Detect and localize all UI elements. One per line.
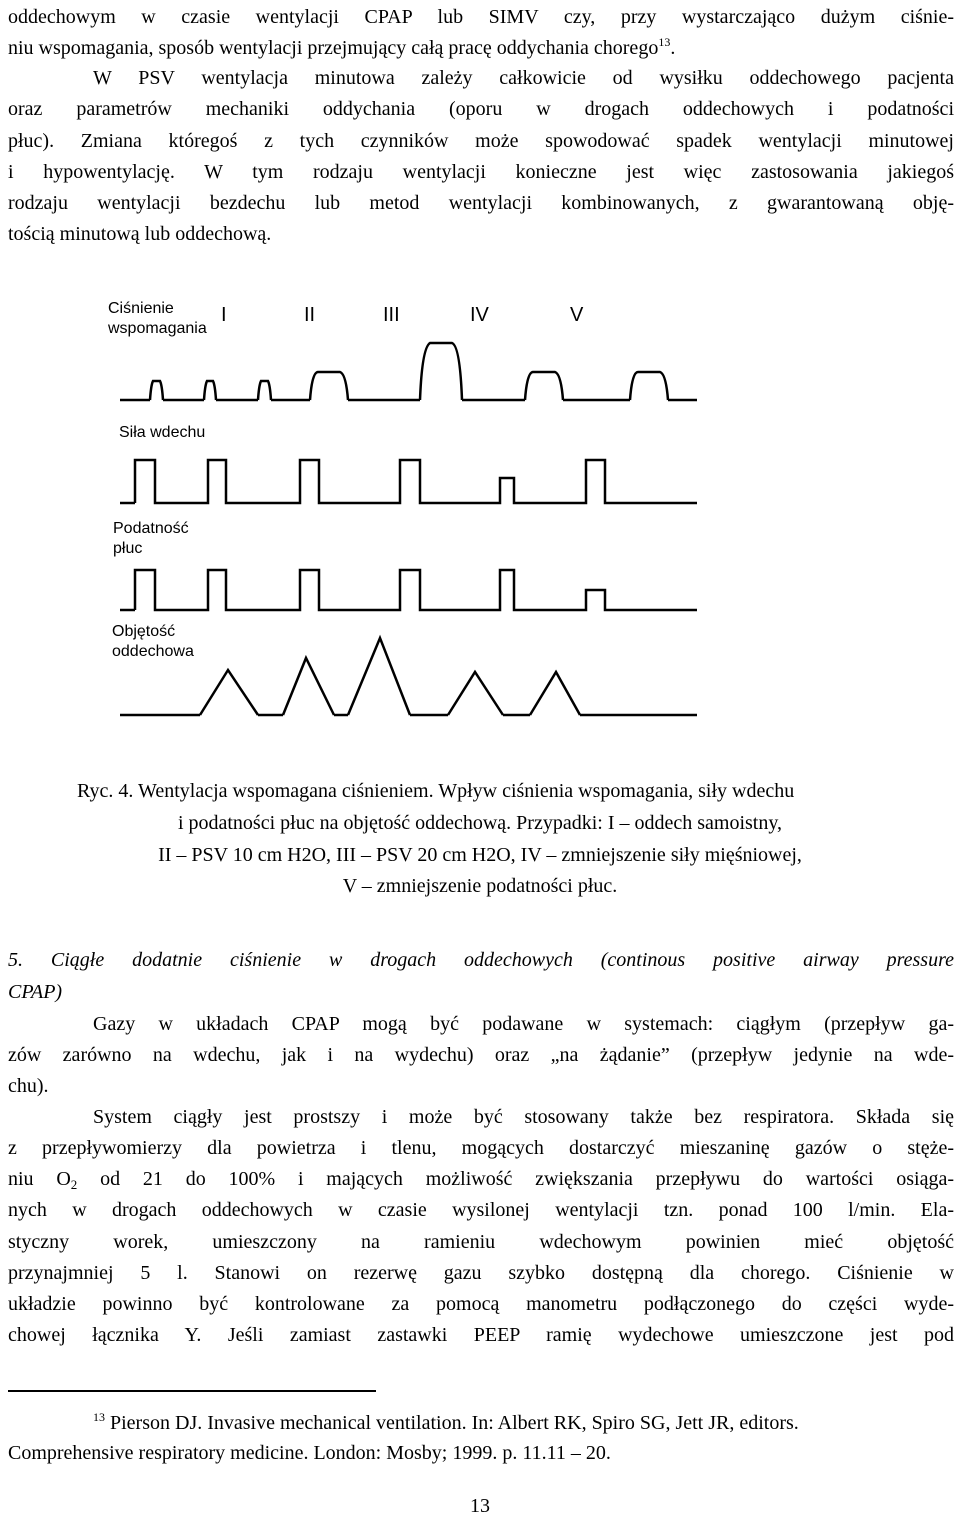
body-line-7: rodzaju wentylacji bezdechu lub metod wentylacji kombinowanych, z gwarantowaną obję- bbox=[8, 192, 954, 214]
body-b-line-4: System ciągły jest prostszy i może być stosowany także bez respiratora. Składa się bbox=[93, 1106, 954, 1128]
footnote-ref-trail: . bbox=[670, 37, 676, 59]
case-label-2: II bbox=[304, 304, 316, 326]
footnote-number: 13 bbox=[93, 1410, 105, 1424]
o2-post: od 21 do 100% i mających możliwość zwiększania przepływu do wartości osiąga- bbox=[77, 1168, 954, 1190]
body-line-1: oddechowym w czasie wentylacji CPAP lub SIMV czy, przy wystarczająco dużym ciśnie- bbox=[8, 6, 954, 28]
body-b-line-6 bbox=[8, 1166, 954, 1193]
body-line-5: płuc). Zmiana któregoś z tych czynników może spowodować spadek wentylacji minutowej bbox=[8, 130, 954, 152]
case-label-1: I bbox=[221, 304, 227, 326]
label-pressure-1: Ciśnienie bbox=[108, 300, 174, 317]
body-b-line-5: z przepływomierzy dla powietrza i tlenu, mogących dostarczyć mieszaninę gazów o stęże- bbox=[8, 1137, 954, 1159]
figure-caption-line-4: V – zmniejszenie podatności płuc. bbox=[342, 875, 618, 897]
case-label-4: IV bbox=[470, 304, 489, 326]
body-b-line-2: zów zarówno na wdechu, jak i na wydechu) oraz „na żądanie” (przepływ jedynie na wde- bbox=[8, 1044, 954, 1066]
body-b-line-7: nych w drogach oddechowych w czasie wysilonej wentylacji tzn. ponad 100 l/min. Ela- bbox=[8, 1199, 954, 1221]
effort-waveform bbox=[120, 460, 697, 503]
body-line-8: tością minutową lub oddechową. bbox=[8, 223, 272, 245]
o2-sub: 2 bbox=[70, 1177, 78, 1192]
body-line-3: W PSV wentylacja minutowa zależy całkowicie od wysiłku oddechowego pacjenta bbox=[93, 67, 954, 89]
body-b-line-3: chu). bbox=[8, 1075, 49, 1097]
footnote-line-1 bbox=[93, 1410, 955, 1437]
body-line-4: oraz parametrów mechaniki oddychania (oporu w drogach oddechowych i podatności bbox=[8, 98, 954, 120]
footnote-ref[interactable]: 13 bbox=[658, 35, 671, 49]
waveform-figure bbox=[0, 290, 960, 730]
label-pressure-2: wspomagania bbox=[108, 320, 207, 337]
page-number: 13 bbox=[470, 1495, 490, 1517]
footnote-text: Pierson DJ. Invasive mechanical ventilation. In: Albert RK, Spiro SG, Jett JR, editors. bbox=[105, 1412, 799, 1434]
section-heading-line-2: CPAP) bbox=[8, 981, 63, 1003]
label-volume-2: oddechowa bbox=[112, 643, 194, 660]
body-line-2 bbox=[8, 35, 954, 62]
compliance-waveform bbox=[120, 570, 697, 610]
label-volume-1: Objętość bbox=[112, 623, 176, 640]
section-heading-line-1: 5. Ciągłe dodatnie ciśnienie w drogach oddechowych (continous positive airway pressure bbox=[8, 949, 954, 971]
case-label-5: V bbox=[570, 304, 584, 326]
label-compliance-2: płuc bbox=[113, 540, 143, 557]
label-compliance-1: Podatność bbox=[113, 520, 189, 537]
label-effort: Siła wdechu bbox=[119, 424, 206, 441]
body-line-2-text: niu wspomagania, sposób wentylacji przejmujący całą pracę oddychania chorego bbox=[8, 37, 659, 59]
figure-caption-line-2: i podatności płuc na objętość oddechową. Przypadki: I – oddech samoistny, bbox=[177, 812, 783, 834]
body-b-line-10: układzie powinno być kontrolowane za pomocą manometru podłączonego do części wyde- bbox=[8, 1293, 954, 1315]
o2-pre: niu O bbox=[8, 1168, 71, 1190]
body-b-line-11: chowej łącznika Y. Jeśli zamiast zastawki PEEP ramię wydechowe umieszczone jest pod bbox=[8, 1324, 954, 1346]
case-label-3: III bbox=[383, 304, 400, 326]
pressure-waveform bbox=[120, 343, 697, 400]
body-b-line-1: Gazy w układach CPAP mogą być podawane w systemach: ciągłym (przepływ ga- bbox=[93, 1013, 954, 1035]
figure-caption-line-3: II – PSV 10 cm H2O, III – PSV 20 cm H2O, IV – zmniejszenie siły mięśniowej, bbox=[158, 844, 802, 866]
figure-caption-line-1: Ryc. 4. Wentylacja wspomagana ciśnieniem. Wpływ ciśnienia wspomagania, siły wdechu bbox=[77, 780, 795, 802]
body-b-line-9: przynajmniej 5 l. Stanowi on rezerwę gazu szybko dostępną dla chorego. Ciśnienie w bbox=[8, 1262, 954, 1284]
footnote-line-2: Comprehensive respiratory medicine. London: Mosby; 1999. p. 11.11 – 20. bbox=[8, 1442, 611, 1464]
body-b-line-8: styczny worek, umieszczony na ramieniu wdechowym powinien mieć objętość bbox=[8, 1231, 954, 1253]
footnote-separator bbox=[8, 1390, 376, 1392]
body-line-6: i hypowentylację. W tym rodzaju wentylacji konieczne jest więc zastosowania jakiegoś bbox=[8, 161, 954, 183]
